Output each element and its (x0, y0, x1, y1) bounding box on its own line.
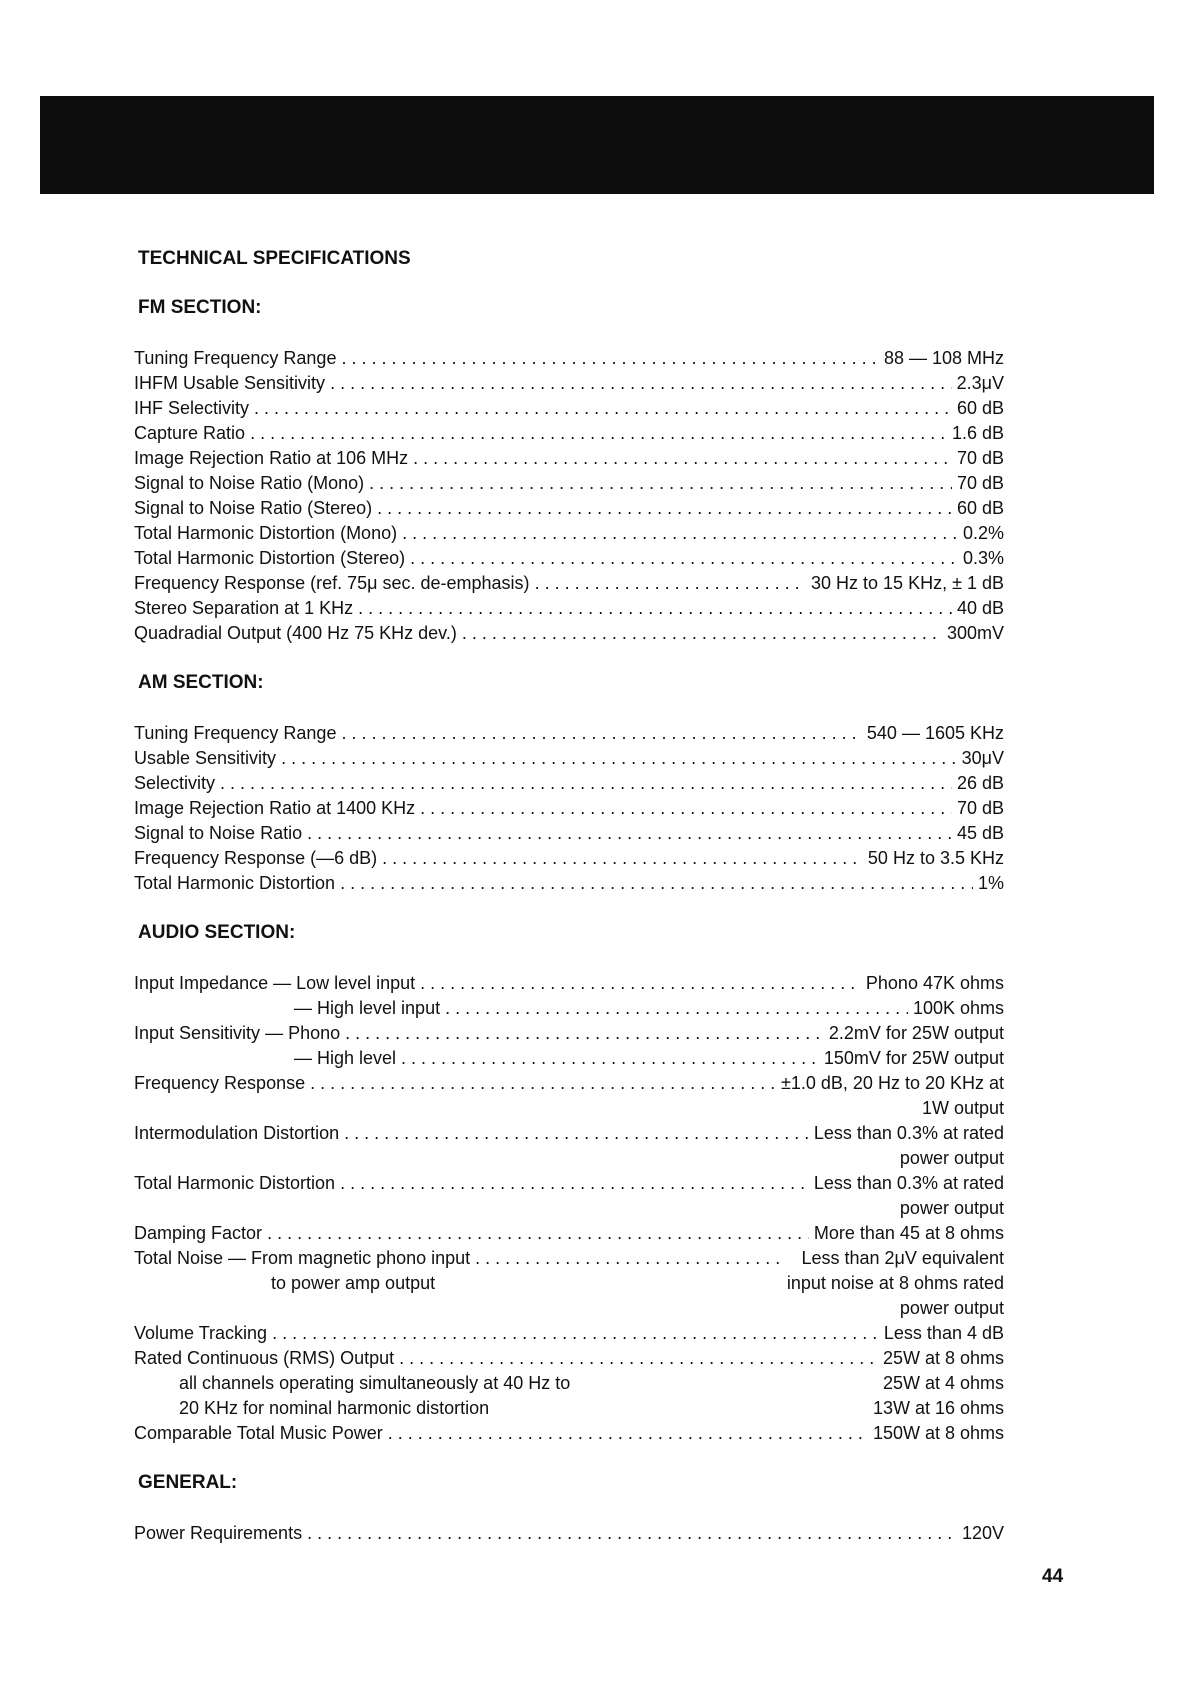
spec-label: Selectivity (134, 773, 216, 793)
spec-value: 100K ohms (912, 998, 1004, 1018)
dot-leader (341, 721, 861, 746)
spec-value: 30μV (961, 748, 1004, 768)
dot-leader (220, 771, 952, 796)
dot-leader (420, 796, 952, 821)
dot-leader (310, 1071, 776, 1096)
dot-leader (535, 571, 806, 596)
spec-label: Signal to Noise Ratio (Mono) (134, 473, 365, 493)
spec-row (134, 1021, 1004, 1046)
audio-section-heading: AUDIO SECTION: (138, 922, 296, 943)
spec-row (134, 1396, 1004, 1421)
spec-label: Total Harmonic Distortion (Stereo) (134, 548, 406, 568)
dot-leader (369, 471, 952, 496)
spec-value: 1.6 dB (951, 423, 1004, 443)
spec-value-line: power output (899, 1148, 1004, 1168)
dot-leader (382, 846, 863, 871)
spec-label: Signal to Noise Ratio (Stereo) (134, 498, 373, 518)
spec-value: 150mV for 25W output (823, 1048, 1004, 1068)
spec-row (134, 471, 1004, 496)
spec-label: all channels operating simultaneously at 40 Hz to (179, 1373, 571, 1393)
spec-value (814, 1171, 1004, 1221)
spec-row (134, 1346, 1004, 1371)
am-section-heading: AM SECTION: (138, 672, 264, 693)
spec-value: 70 dB (956, 798, 1004, 818)
general-section-heading: GENERAL: (138, 1472, 238, 1493)
spec-label: 20 KHz for nominal harmonic distortion (179, 1398, 490, 1418)
spec-row (134, 846, 1004, 871)
spec-label: Frequency Response (—6 dB) (134, 848, 378, 868)
spec-row (134, 1421, 1004, 1446)
spec-label-line: to power amp output (271, 1273, 436, 1293)
spec-label: Input Impedance — Low level input (134, 973, 416, 993)
spec-value: 150W at 8 ohms (872, 1423, 1004, 1443)
spec-value: Phono 47K ohms (865, 973, 1004, 993)
spec-value: 0.2% (962, 523, 1004, 543)
dot-leader (401, 1046, 819, 1071)
spec-label: Comparable Total Music Power (134, 1423, 383, 1443)
spec-label: Intermodulation Distortion (134, 1123, 340, 1143)
spec-value: 26 dB (956, 773, 1004, 793)
spec-row (134, 446, 1004, 471)
spec-value: 2.3μV (956, 373, 1004, 393)
dot-leader (462, 621, 942, 646)
page-number: 44 (1042, 1566, 1064, 1587)
spec-row (134, 821, 1004, 846)
spec-row (134, 621, 1004, 646)
spec-value: 30 Hz to 15 KHz, ± 1 dB (811, 573, 1004, 593)
spec-value: More than 45 at 8 ohms (813, 1223, 1004, 1243)
spec-row (134, 971, 1004, 996)
spec-row (134, 1071, 1004, 1121)
dot-leader (358, 596, 952, 621)
spec-row (134, 346, 1004, 371)
spec-row (134, 396, 1004, 421)
page-title: TECHNICAL SPECIFICATIONS (138, 248, 411, 269)
spec-row (134, 1246, 1004, 1321)
spec-label: Image Rejection Ratio at 1400 KHz (134, 798, 416, 818)
dot-leader (272, 1321, 879, 1346)
spec-row (134, 371, 1004, 396)
spec-value (781, 1071, 1004, 1121)
spec-label: Damping Factor (134, 1223, 263, 1243)
spec-row (134, 721, 1004, 746)
dot-leader (410, 546, 958, 571)
spec-row (134, 771, 1004, 796)
spec-label: — High level (294, 1048, 397, 1068)
spec-value: 1% (977, 873, 1004, 893)
spec-row (134, 1321, 1004, 1346)
spec-row (134, 521, 1004, 546)
dot-leader (254, 396, 952, 421)
dot-leader (341, 346, 878, 371)
dot-leader (345, 1021, 824, 1046)
spec-row (134, 1046, 1004, 1071)
spec-value: 25W at 4 ohms (882, 1373, 1004, 1393)
spec-value: 2.2mV for 25W output (828, 1023, 1004, 1043)
spec-row (134, 746, 1004, 771)
spec-value-line: Less than 0.3% at rated (813, 1173, 1004, 1193)
spec-label: Input Sensitivity — Phono (134, 1023, 341, 1043)
spec-value: 120V (961, 1523, 1004, 1543)
spec-row (134, 421, 1004, 446)
dot-leader (340, 1171, 809, 1196)
am-spec-list (134, 721, 1004, 896)
dot-leader (475, 1246, 782, 1271)
spec-label: Quadradial Output (400 Hz 75 KHz dev.) (134, 623, 457, 643)
dot-leader (402, 521, 958, 546)
spec-value (814, 1121, 1004, 1171)
spec-label: Tuning Frequency Range (134, 723, 337, 743)
spec-label: Volume Tracking (134, 1323, 268, 1343)
spec-row (134, 496, 1004, 521)
dot-leader (445, 996, 908, 1021)
spec-value-line: power output (899, 1198, 1004, 1218)
spec-row (134, 546, 1004, 571)
spec-label: Total Harmonic Distortion (134, 1173, 336, 1193)
spec-value-line: Less than 0.3% at rated (813, 1123, 1004, 1143)
spec-row (134, 571, 1004, 596)
spec-value: 540 — 1605 KHz (866, 723, 1004, 743)
spec-value-line: ±1.0 dB, 20 Hz to 20 KHz at (781, 1073, 1004, 1093)
spec-row (134, 1221, 1004, 1246)
dot-leader (340, 871, 973, 896)
dot-leader (413, 446, 952, 471)
spec-value: 45 dB (956, 823, 1004, 843)
spec-value: 70 dB (956, 448, 1004, 468)
spec-label: Image Rejection Ratio at 106 MHz (134, 448, 409, 468)
spec-value: 60 dB (956, 498, 1004, 518)
spec-row (134, 796, 1004, 821)
spec-value: 70 dB (956, 473, 1004, 493)
dot-leader (377, 496, 952, 521)
spec-row (134, 1121, 1004, 1171)
dot-leader (330, 371, 952, 396)
spec-value-line: 1W output (921, 1098, 1004, 1118)
spec-label (134, 1246, 470, 1296)
spec-sheet (134, 232, 1004, 1546)
dot-leader (344, 1121, 809, 1146)
dot-leader (307, 1521, 957, 1546)
spec-row (134, 596, 1004, 621)
header-black-bar (40, 96, 1154, 194)
spec-row (134, 1371, 1004, 1396)
spec-label: Total Harmonic Distortion (134, 873, 336, 893)
spec-value: 13W at 16 ohms (872, 1398, 1004, 1418)
spec-value-line: input noise at 8 ohms rated (786, 1273, 1004, 1293)
spec-label: Total Harmonic Distortion (Mono) (134, 523, 398, 543)
spec-label: — High level input (294, 998, 441, 1018)
spec-label: IHF Selectivity (134, 398, 250, 418)
spec-label: Rated Continuous (RMS) Output (134, 1348, 395, 1368)
spec-value: 50 Hz to 3.5 KHz (867, 848, 1004, 868)
spec-row (134, 1521, 1004, 1546)
spec-value: 0.3% (962, 548, 1004, 568)
fm-spec-list (134, 346, 1004, 646)
spec-value: 25W at 8 ohms (882, 1348, 1004, 1368)
spec-value: 300mV (946, 623, 1004, 643)
dot-leader (250, 421, 947, 446)
spec-label: IHFM Usable Sensitivity (134, 373, 326, 393)
spec-row (134, 871, 1004, 896)
dot-leader (267, 1221, 809, 1246)
spec-value-line: Less than 2μV equivalent (801, 1248, 1004, 1268)
fm-section-heading: FM SECTION: (138, 297, 262, 318)
spec-value: Less than 4 dB (883, 1323, 1004, 1343)
spec-value (787, 1246, 1004, 1321)
spec-label-line: Total Noise — From magnetic phono input (134, 1248, 471, 1268)
general-spec-list (134, 1521, 1004, 1546)
spec-label: Usable Sensitivity (134, 748, 277, 768)
dot-leader (281, 746, 957, 771)
dot-leader (307, 821, 952, 846)
dot-leader (420, 971, 861, 996)
spec-row (134, 1171, 1004, 1221)
spec-label: Frequency Response (ref. 75μ sec. de-emphasis) (134, 573, 530, 593)
spec-label: Capture Ratio (134, 423, 246, 443)
spec-row (134, 996, 1004, 1021)
dot-leader (399, 1346, 878, 1371)
dot-leader (388, 1421, 868, 1446)
spec-label: Power Requirements (134, 1523, 303, 1543)
spec-label: Tuning Frequency Range (134, 348, 337, 368)
spec-label: Stereo Separation at 1 KHz (134, 598, 354, 618)
spec-value-line: power output (899, 1298, 1004, 1318)
spec-label: Frequency Response (134, 1073, 306, 1093)
spec-value: 88 — 108 MHz (883, 348, 1004, 368)
spec-value: 40 dB (956, 598, 1004, 618)
audio-spec-list (134, 971, 1004, 1446)
spec-value: 60 dB (956, 398, 1004, 418)
spec-label: Signal to Noise Ratio (134, 823, 303, 843)
